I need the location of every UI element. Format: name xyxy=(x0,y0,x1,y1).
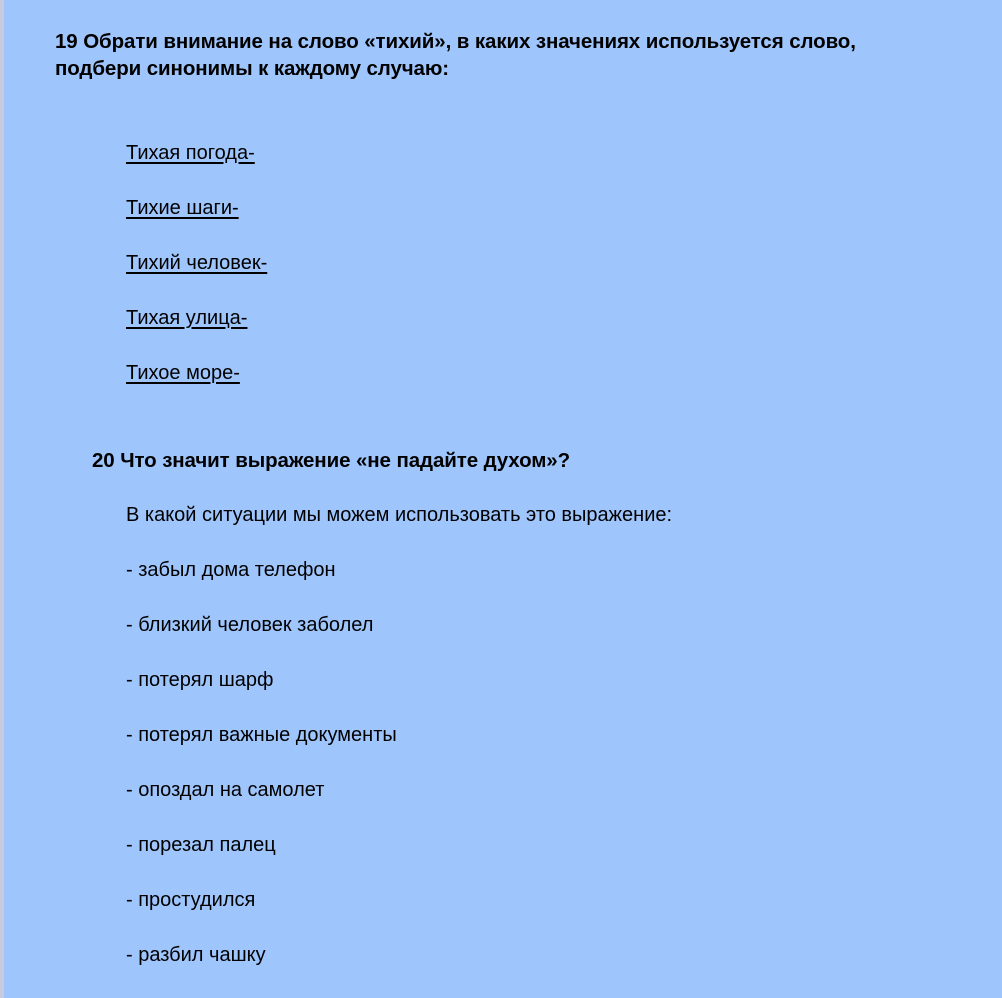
list-item xyxy=(126,306,267,361)
list-item: - порезал палец xyxy=(126,834,276,856)
list-item xyxy=(126,361,267,416)
question-20-situation-list xyxy=(126,558,397,998)
list-item: - забыл дома телефон xyxy=(126,559,336,581)
synonym-prompt-1: Тихая погода- xyxy=(126,142,255,164)
list-item: - простудился xyxy=(126,889,256,911)
synonym-prompt-5: Тихое море- xyxy=(126,362,240,384)
list-item: - разбил чашку xyxy=(126,944,266,966)
question-20-heading: 20 Что значит выражение «не падайте духом»? xyxy=(92,449,571,472)
list-item xyxy=(126,251,267,306)
synonym-prompt-4: Тихая улица- xyxy=(126,307,248,329)
left-edge-strip xyxy=(0,0,4,998)
question-19-section xyxy=(55,28,905,82)
question-20-section xyxy=(92,447,942,474)
question-19-heading: 19 Обрати внимание на слово «тихий», в каких значениях используется слово, подбери синонимы к каждому случаю: xyxy=(55,30,862,80)
synonym-prompt-2: Тихие шаги- xyxy=(126,197,239,219)
question-19-answer-list xyxy=(126,141,267,416)
list-item: - потерял важные документы xyxy=(126,724,397,746)
list-item xyxy=(126,141,267,196)
question-20-intro-text: В какой ситуации мы можем использовать это выражение: xyxy=(126,504,673,526)
list-item: - опоздал на самолет xyxy=(126,779,325,801)
list-item: - потерял шарф xyxy=(126,669,274,691)
synonym-prompt-3: Тихий человек- xyxy=(126,252,268,274)
list-item xyxy=(126,196,267,251)
list-item: - близкий человек заболел xyxy=(126,614,374,636)
